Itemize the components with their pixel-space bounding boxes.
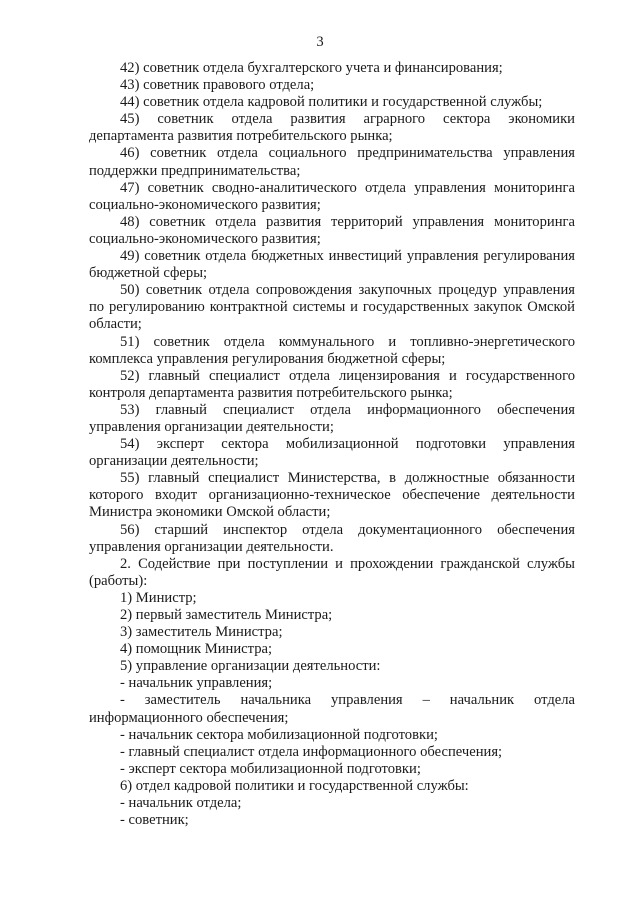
- list-item: 3) заместитель Министра;: [120, 624, 283, 641]
- list-item: 47) советник сводно-аналитического отдела управления мониторинга социально-экономического развития;: [89, 179, 575, 213]
- list-item: 52) главный специалист отдела лицензирования и государственного контроля департамента развития потребительского рынка;: [89, 367, 575, 401]
- section-paragraph: 2. Содействие при поступлении и прохождении гражданской службы (работы):: [89, 555, 575, 589]
- list-item: 2) первый заместитель Министра;: [120, 607, 333, 623]
- list-item: 54) эксперт сектора мобилизационной подготовки управления организации деятельности;: [89, 436, 575, 470]
- list-item: 50) советник отдела сопровождения закупочных процедур управления по регулированию контрактной системы и государственных закупок Омской области;: [89, 282, 575, 333]
- dash-item: - заместитель начальника управления – начальник отдела информационного обеспечения;: [89, 692, 575, 726]
- list-item: 46) советник отдела социального предпринимательства управления поддержки предпринимательства;: [89, 145, 575, 179]
- list-item: 48) советник отдела развития территорий управления мониторинга социально-экономического развития;: [89, 213, 575, 247]
- list-item: 53) главный специалист отдела информационного обеспечения управления организации деятельности;: [89, 401, 575, 435]
- list-item: 43) советник правового отдела;: [120, 77, 315, 94]
- dash-item: - эксперт сектора мобилизационной подготовки;: [120, 760, 421, 777]
- list-item: 49) советник отдела бюджетных инвестиций управления регулирования бюджетной сферы;: [89, 248, 575, 282]
- list-item: 56) старший инспектор отдела документационного обеспечения управления организации деятельности.: [89, 521, 575, 555]
- dash-item: - начальник сектора мобилизационной подготовки;: [120, 726, 438, 743]
- dash-item: - начальник отдела;: [120, 795, 242, 812]
- list-item: 55) главный специалист Министерства, в должностные обязанности которого входит организационно-техническое обеспечение деятельности Министра экономики Омской области;: [89, 470, 575, 521]
- list-item: 6) отдел кадровой политики и государственной службы:: [120, 777, 469, 794]
- list-item: 51) советник отдела коммунального и топливно-энергетического комплекса управления регулирования бюджетной сферы;: [89, 333, 575, 367]
- list-item: 4) помощник Министра;: [120, 641, 273, 658]
- list-item: 1) Министр;: [120, 589, 197, 606]
- list-item: 5) управление организации деятельности:: [120, 658, 381, 675]
- dash-item: - советник;: [120, 812, 189, 829]
- list-item: 45) советник отдела развития аграрного сектора экономики департамента развития потребительского рынка;: [89, 111, 575, 145]
- page-number: 3: [316, 34, 324, 50]
- dash-item: - начальник управления;: [120, 675, 273, 692]
- list-item: 42) советник отдела бухгалтерского учета и финансирования;: [120, 60, 503, 76]
- list-item: 44) советник отдела кадровой политики и государственной службы;: [120, 94, 543, 111]
- dash-item: - главный специалист отдела информационного обеспечения;: [120, 743, 503, 760]
- document-body: [89, 60, 575, 829]
